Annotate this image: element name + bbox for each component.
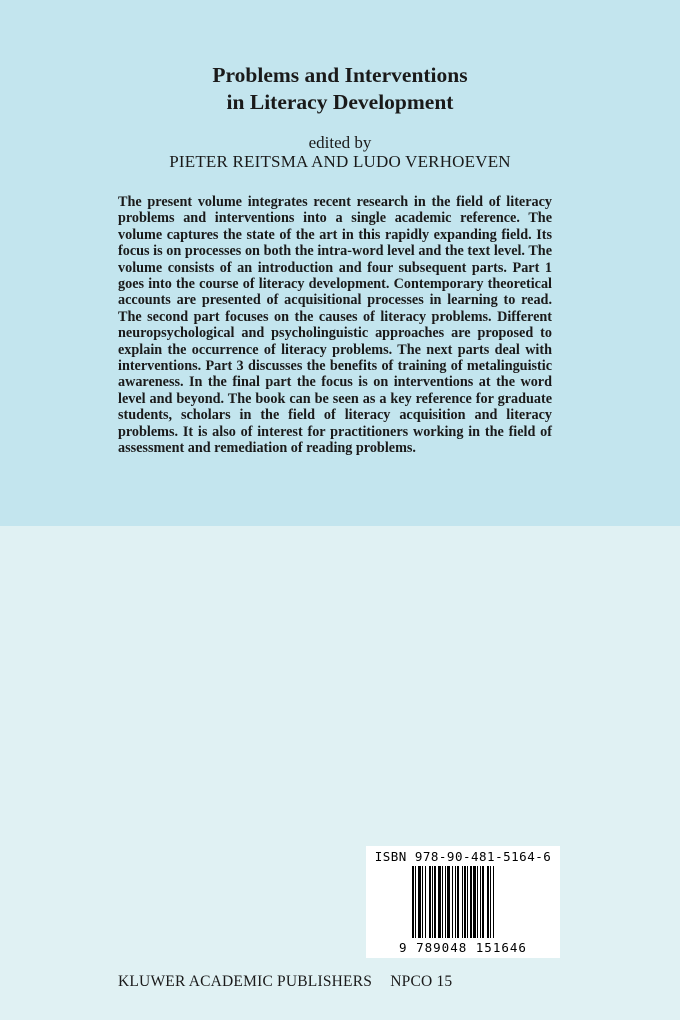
barcode-stripe — [464, 866, 466, 938]
barcode-stripe — [482, 866, 484, 938]
barcode-stripe — [422, 866, 423, 938]
barcode-stripe — [462, 866, 463, 938]
barcode-stripe — [487, 866, 489, 938]
barcode-stripe — [445, 866, 446, 938]
series-code: NPCO 15 — [390, 973, 453, 990]
editors-names: PIETER REITSMA AND LUDO VERHOEVEN — [169, 152, 511, 171]
barcode-stripe — [434, 866, 436, 938]
barcode-stripe — [473, 866, 476, 938]
barcode-stripe — [470, 866, 472, 938]
edited-by-label: edited by — [308, 133, 372, 152]
barcode-number: 9 789048 151646 — [399, 940, 527, 955]
barcode-stripe — [415, 866, 416, 938]
barcode-stripe — [477, 866, 478, 938]
title-line-2: in Literacy Development — [226, 90, 454, 114]
barcode-icon — [412, 866, 512, 938]
isbn-number: ISBN 978-90-481-5164-6 — [374, 849, 552, 864]
book-description: The present volume integrates recent research in the field of literacy problems and interventions into a single academic reference. The volume captures the state of the art in this rapidly expanding field. Its focus is on processes on both the intra-word level and the text level. The volume consists of an introduction and four subsequent parts. Part 1 goes into the course of literacy development. Contemporary theoretical accounts are presented of acquisitional processes in learning to read. The second part focuses on the causes of literacy problems. Different neuropsychological and psycholinguistic approaches are proposed to explain the occurrence of literacy problems. The next parts deal with interventions. Part 3 discusses the benefits of training of metalinguistic awareness. In the final part the focus is on interventions at the word level and beyond. The book can be seen as a key reference for graduate students, scholars in the field of literacy acquisition and literacy problems. It is also of interest for practitioners working in the field of assessment and remediation of reading problems. — [118, 194, 552, 457]
barcode-stripe — [455, 866, 456, 938]
title-line-1: Problems and Interventions — [212, 63, 468, 87]
barcode-stripe — [467, 866, 468, 938]
barcode-stripe — [480, 866, 481, 938]
barcode-stripe — [457, 866, 459, 938]
barcode-stripe — [490, 866, 491, 938]
publisher-name: KLUWER ACADEMIC PUBLISHERS — [118, 973, 373, 990]
barcode-stripe — [425, 866, 426, 938]
barcode-stripe — [447, 866, 450, 938]
barcode-stripe — [418, 866, 421, 938]
barcode-stripe — [493, 866, 494, 938]
barcode-stripe — [429, 866, 431, 938]
publisher-line — [118, 973, 558, 991]
barcode-panel — [366, 846, 560, 958]
barcode-stripe — [442, 866, 443, 938]
barcode-stripe — [438, 866, 441, 938]
barcode-stripe — [412, 866, 414, 938]
book-title — [0, 62, 680, 116]
barcode-stripe — [452, 866, 453, 938]
barcode-stripe — [432, 866, 433, 938]
